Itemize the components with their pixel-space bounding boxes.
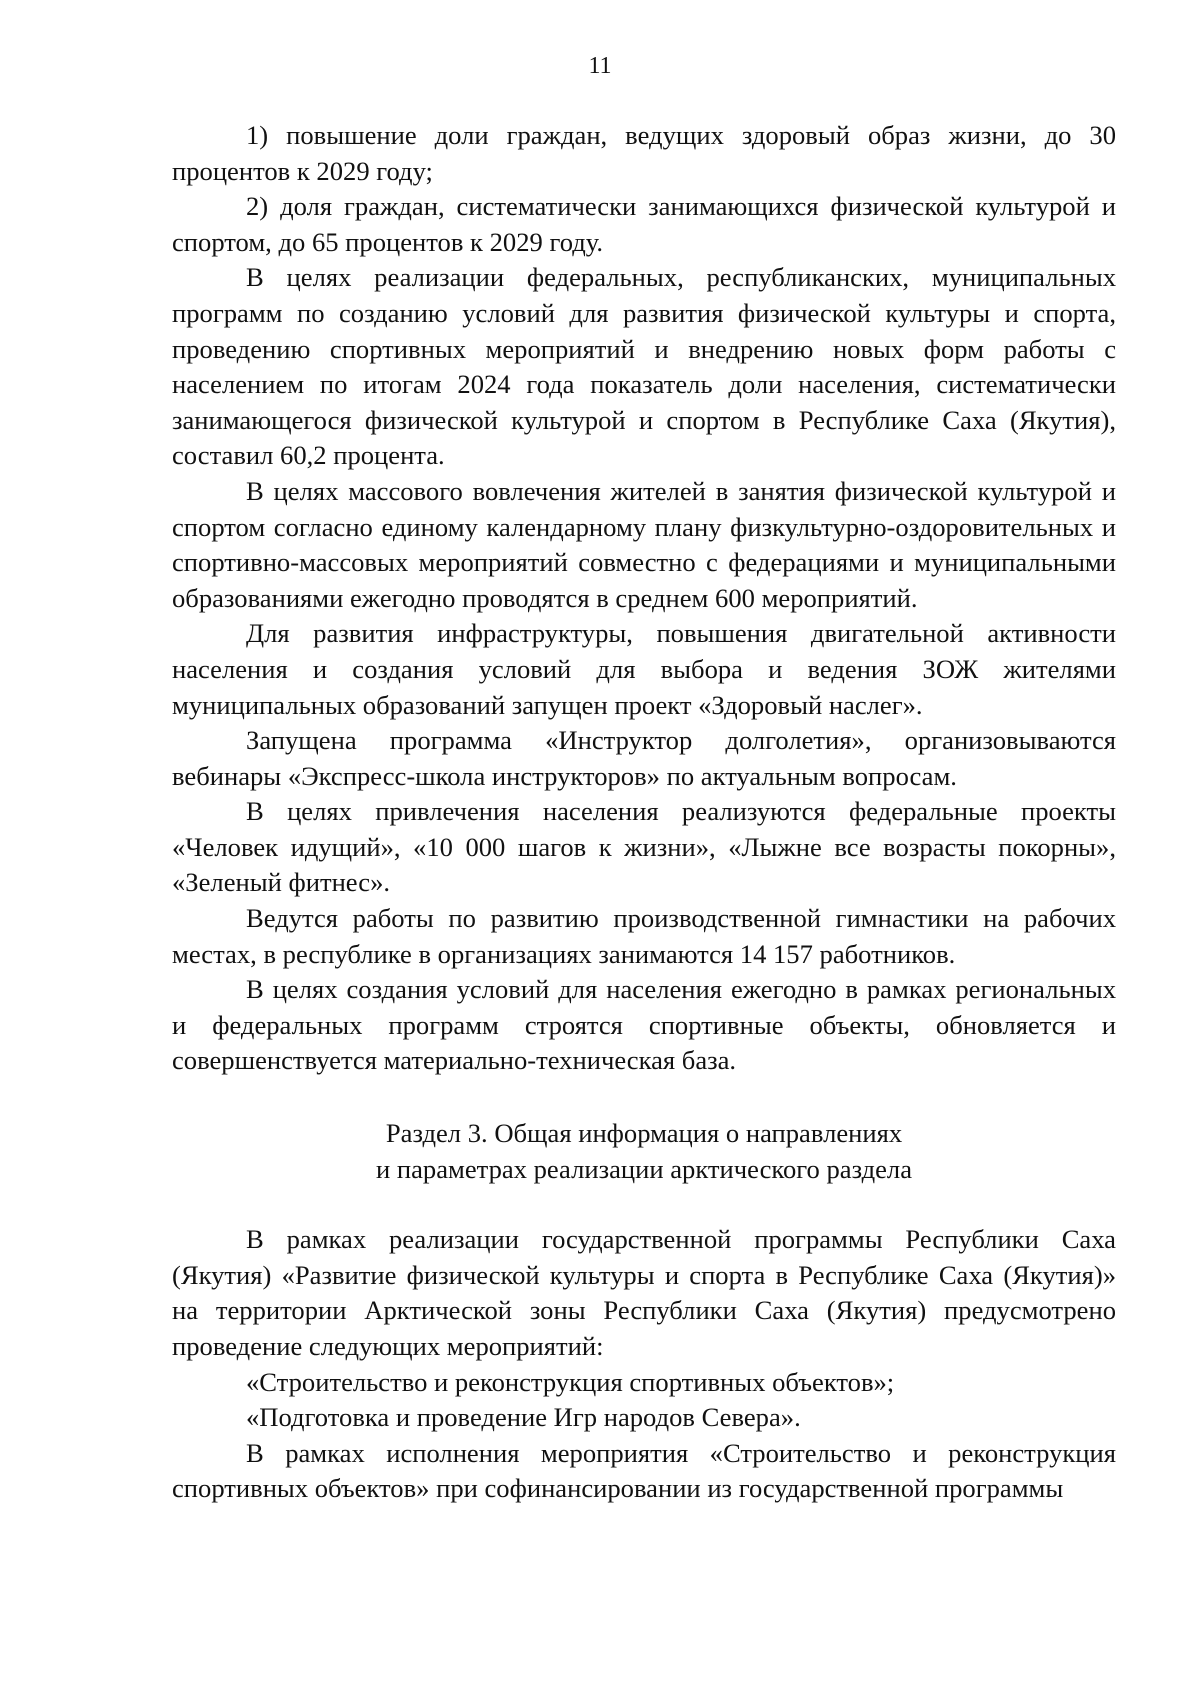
paragraph: 2) доля граждан, систематически занимающихся физической культурой и спортом, до 65 процентов к 2029 году.: [172, 191, 1116, 257]
document-body: [172, 118, 1116, 1507]
paragraph: «Строительство и реконструкция спортивных объектов»;: [246, 1366, 895, 1397]
section-heading-line: Раздел 3. Общая информация о направлениях: [385, 1118, 903, 1149]
paragraph: Запущена программа «Инструктор долголетия», организовываются вебинары «Экспресс-школа инструкторов» по актуальным вопросам.: [172, 725, 1116, 791]
paragraph: В целях привлечения населения реализуются федеральные проекты «Человек идущий», «10 000 шагов к жизни», «Лыжне все возрасты покорны», «Зеленый фитнес».: [172, 796, 1116, 898]
paragraph: 1) повышение доли граждан, ведущих здоровый образ жизни, до 30 процентов к 2029 году;: [172, 120, 1116, 186]
section-heading-line: и параметрах реализации арктического раздела: [375, 1153, 913, 1184]
paragraph: Ведутся работы по развитию производственной гимнастики на рабочих местах, в республике в организациях занимаются 14 157 работников.: [172, 903, 1116, 969]
paragraph: Для развития инфраструктуры, повышения двигательной активности населения и создания условий для выбора и ведения ЗОЖ жителями муниципальных образований запущен проект «Здоровый наслег».: [172, 618, 1116, 720]
paragraph: В рамках исполнения мероприятия «Строительство и реконструкция спортивных объектов» при софинансировании из государственной программы: [172, 1437, 1116, 1504]
paragraph: В целях массового вовлечения жителей в занятия физической культурой и спортом согласно единому календарному плану физкультурно-оздоровительных и спортивно-массовых мероприятий совместно с федерациями и муниципальными образованиями ежегодно проводятся в среднем 600 мероприятий.: [172, 475, 1116, 613]
paragraph: В рамках реализации государственной программы Республики Саха (Якутия) «Развитие физической культуры и спорта в Республике Саха (Якутия)» на территории Арктической зоны Республики Саха (Якутия) предусмотрено проведение следующих мероприятий:: [172, 1224, 1116, 1361]
paragraph: «Подготовка и проведение Игр народов Севера».: [246, 1402, 801, 1433]
page-number: 11: [588, 53, 612, 79]
section-heading: [172, 1116, 1116, 1187]
paragraph: В целях реализации федеральных, республиканских, муниципальных программ по созданию условий для развития физической культуры и спорта, проведению спортивных мероприятий и внедрению новых форм работы с населением по итогам 2024 года показатель доли населения, систематически занимающегося физической культурой и спортом в Республике Саха (Якутия), составил 60,2 процента.: [172, 262, 1116, 471]
paragraph: В целях создания условий для населения ежегодно в рамках региональных и федеральных программ строятся спортивные объекты, обновляется и совершенствуется материально-техническая база.: [172, 974, 1116, 1076]
